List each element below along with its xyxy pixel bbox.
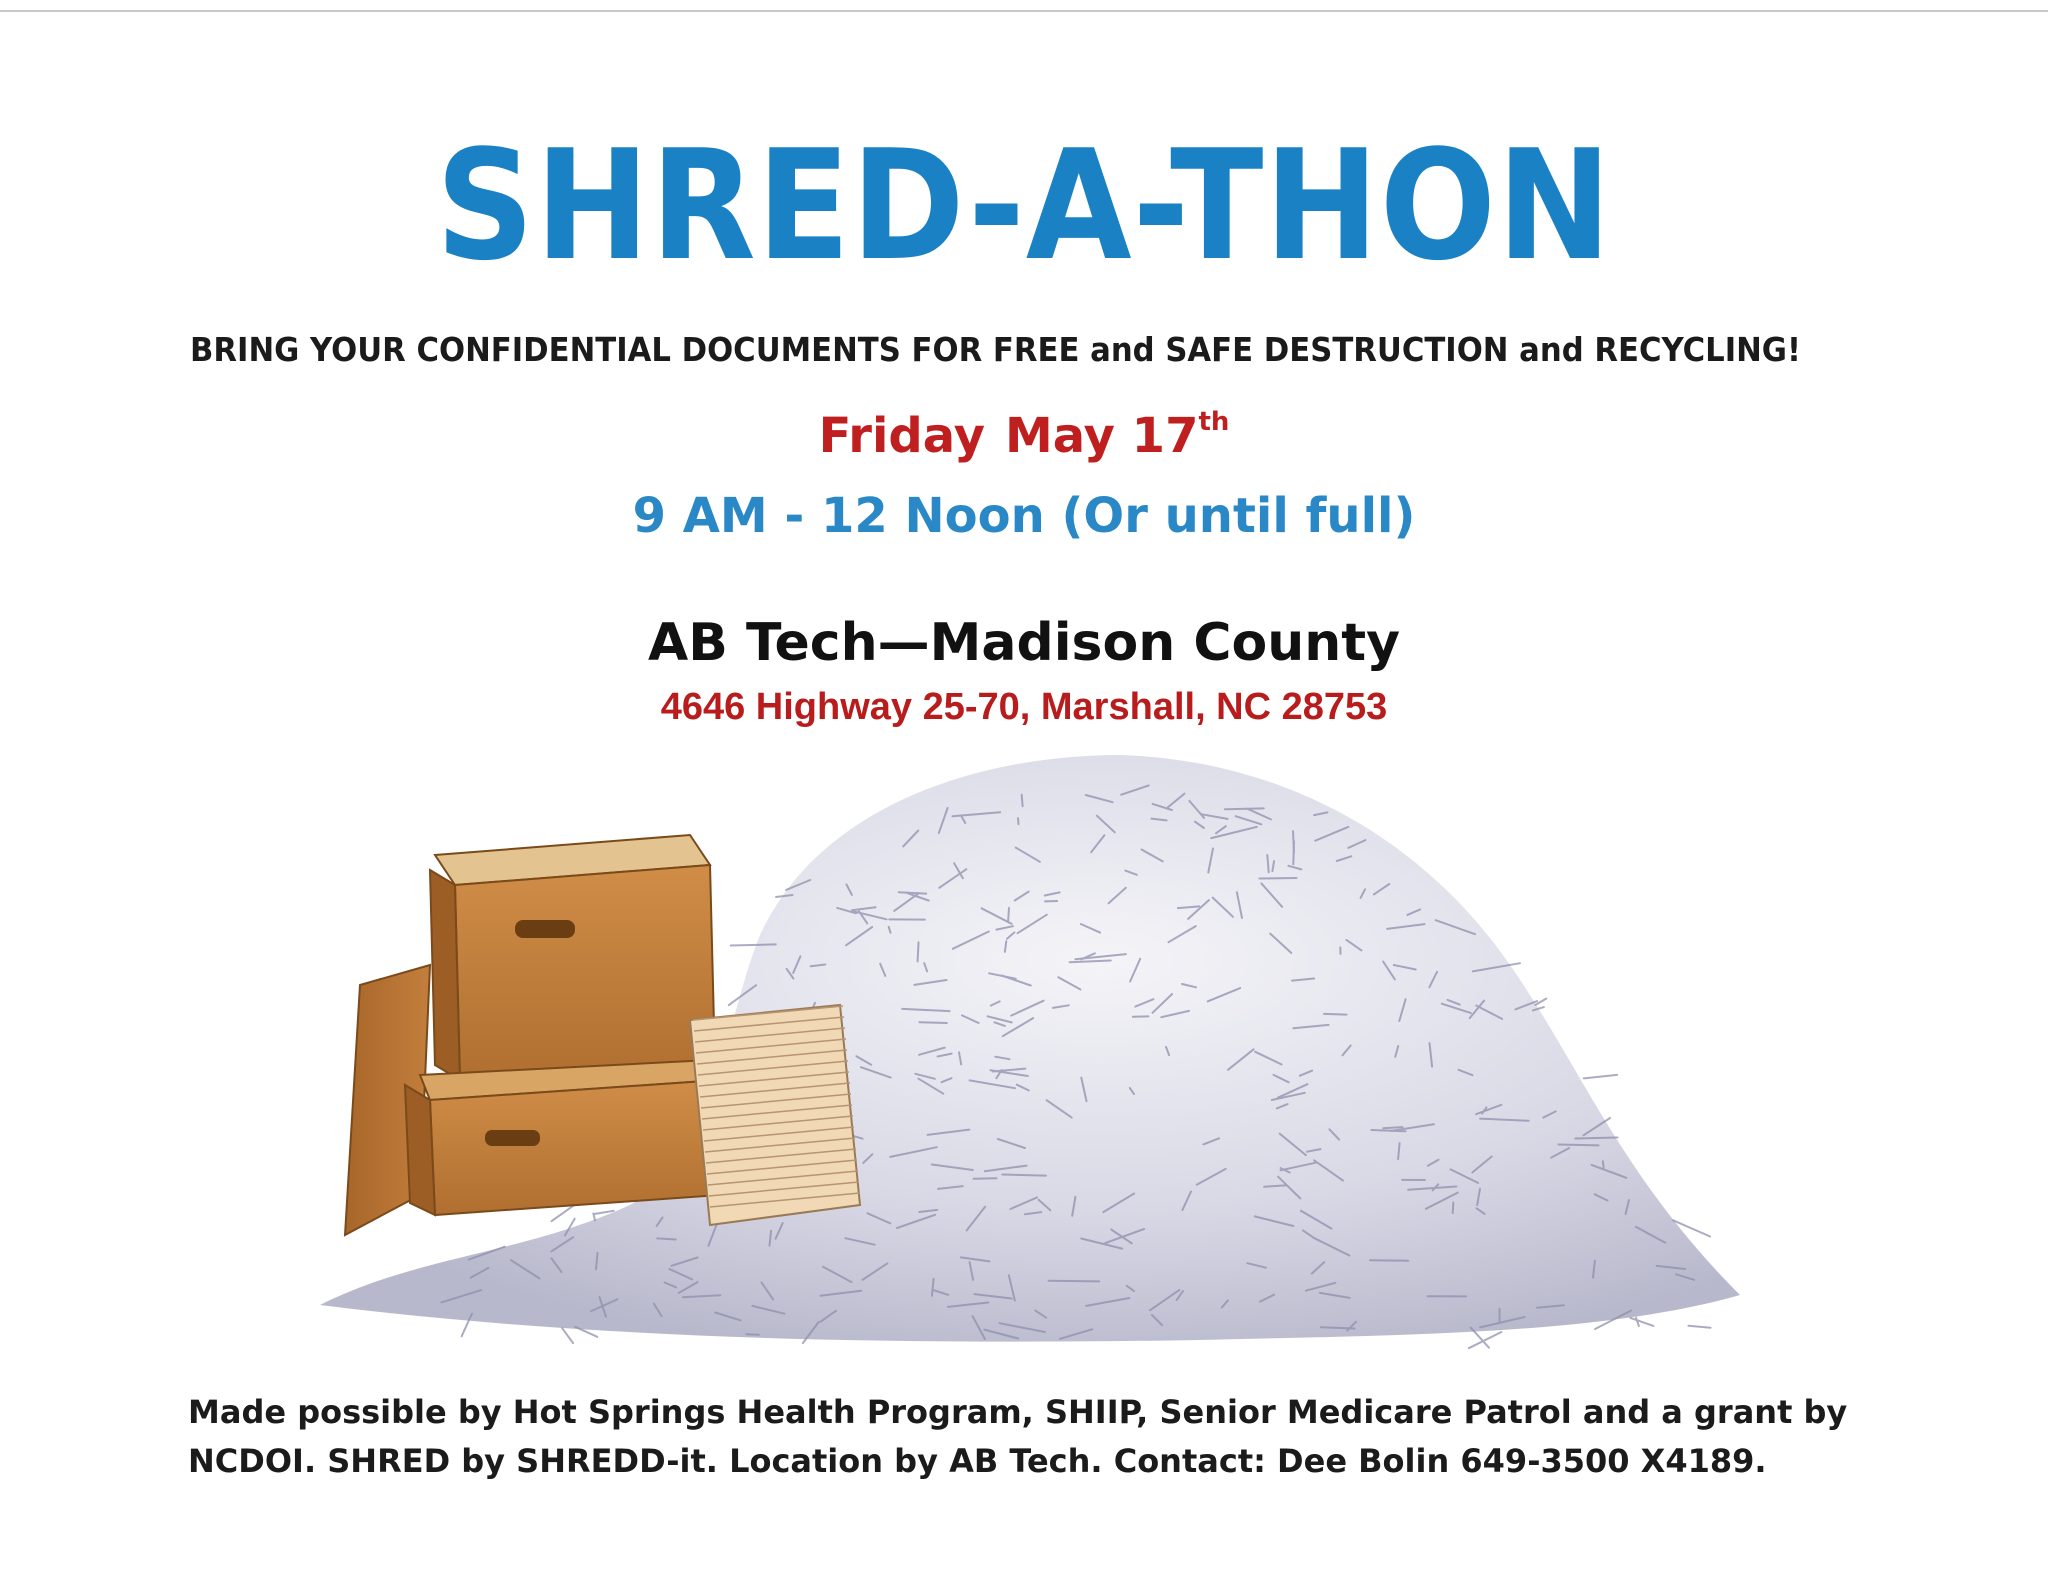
cardboard-boxes — [345, 835, 860, 1235]
shred-strand — [1267, 855, 1268, 872]
shred-strand — [1631, 1318, 1654, 1326]
shred-strand — [1688, 1326, 1710, 1328]
top-rule — [0, 10, 2048, 12]
footer-credits — [188, 1388, 1888, 1486]
event-weekday: Friday — [818, 408, 985, 464]
event-date — [0, 408, 2048, 464]
event-location: AB Tech—Madison County — [647, 613, 1401, 673]
shred-strand — [918, 942, 919, 961]
shred-strand — [657, 1238, 676, 1239]
shred-strand — [1324, 1014, 1347, 1015]
shred-strand — [899, 892, 926, 893]
shred-strand — [1293, 831, 1294, 852]
shred-strand — [1370, 1260, 1408, 1261]
event-address: 4646 Highway 25-70, Marshall, NC 28753 — [660, 686, 1388, 728]
shred-strand — [1002, 1175, 1046, 1176]
shred-strand — [1469, 1332, 1502, 1348]
paper-stack — [690, 1005, 860, 1225]
shred-strand — [1049, 1281, 1100, 1282]
shred-strand — [1225, 808, 1264, 809]
shred-strand — [1584, 1075, 1617, 1079]
shredded-paper-illustration — [300, 735, 1760, 1350]
footer-line-2: NCDOI. SHRED by SHREDD-it. Location by AB Tech. Contact: Dee Bolin 649-3500 X4189. — [188, 1442, 1767, 1480]
shred-strand — [562, 1328, 573, 1343]
shred-strand — [1008, 908, 1009, 922]
shred-strand — [1005, 941, 1006, 952]
event-day: May 17 — [1004, 408, 1199, 464]
shred-strand — [1321, 1327, 1355, 1328]
shred-strand — [731, 944, 776, 945]
flyer-title: SHRED-A-THON — [435, 117, 1613, 294]
shred-strand — [1018, 818, 1019, 824]
shred-strand — [1383, 1127, 1402, 1128]
shred-strand — [1260, 878, 1297, 879]
flyer-tagline: BRING YOUR CONFIDENTIAL DOCUMENTS FOR FREE and SAFE DESTRUCTION and RECYCLING! — [190, 330, 1801, 369]
shred-strand — [1453, 1203, 1454, 1214]
shred-strand — [1559, 1145, 1599, 1146]
event-day-suffix: th — [1198, 407, 1230, 437]
shred-strand — [1022, 795, 1023, 807]
shred-strand — [746, 1334, 759, 1335]
event-time: 9 AM - 12 Noon (Or until full) — [632, 488, 1416, 544]
shred-strand — [919, 1022, 946, 1023]
footer-line-1: Made possible by Hot Springs Health Program, SHIIP, Senior Medicare Patrol and a grant by — [188, 1393, 1848, 1431]
shred-strand — [1575, 1138, 1617, 1139]
shred-strand — [1603, 1161, 1604, 1168]
